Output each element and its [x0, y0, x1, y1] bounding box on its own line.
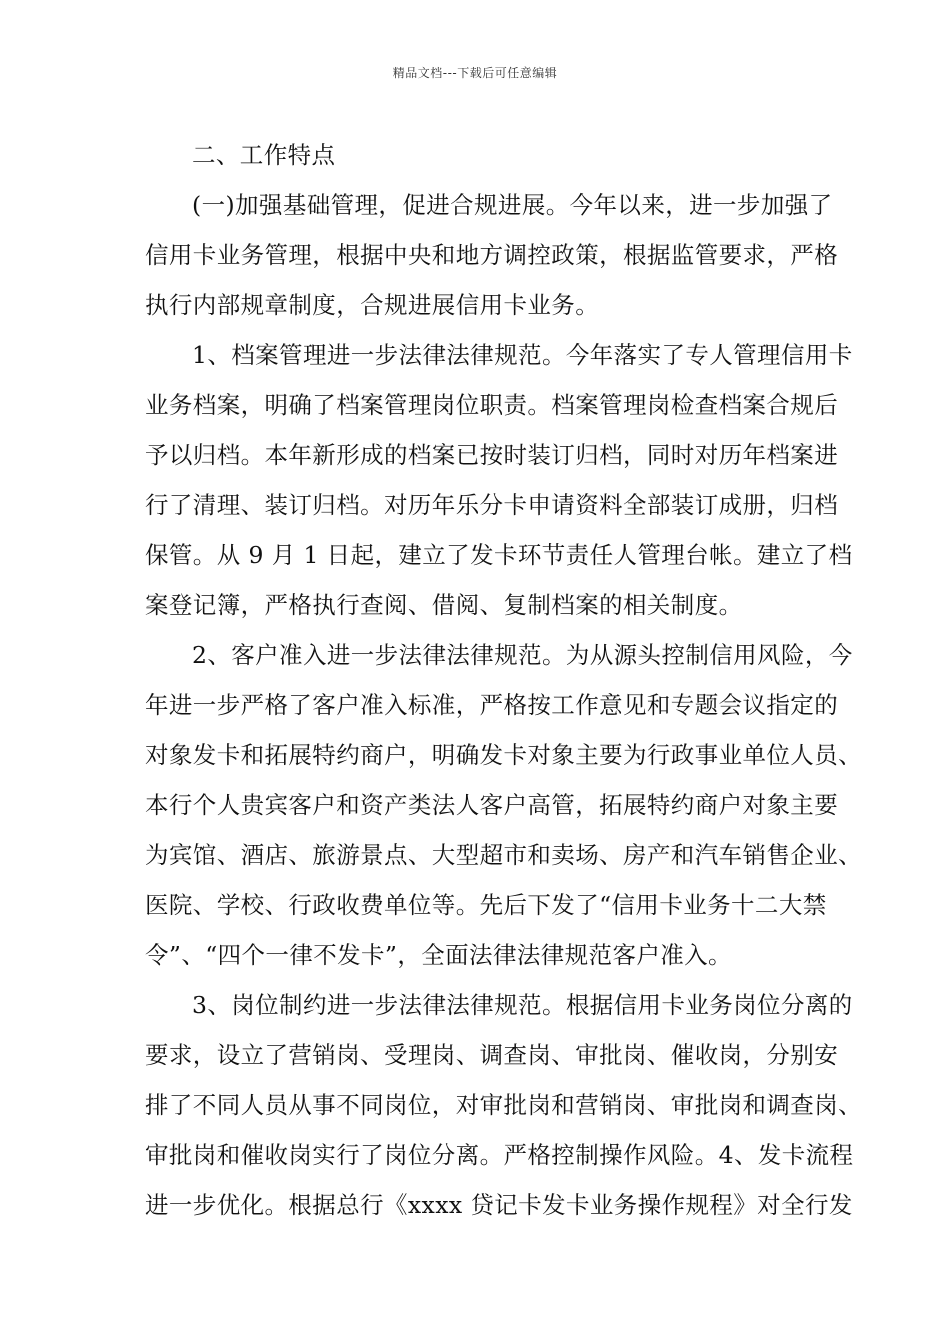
- paragraph-line: 要求，设立了营销岗、受理岗、调查岗、审批岗、催收岗，分别安: [145, 1041, 839, 1069]
- paragraph-line: 排了不同人员从事不同岗位，对审批岗和营销岗、审批岗和调查岗、: [145, 1091, 862, 1119]
- paragraph-line: 3、岗位制约进一步法律法律规范。根据信用卡业务岗位分离的: [192, 991, 853, 1019]
- paragraph-line: 保管。从 9 月 1 日起，建立了发卡环节责任人管理台帐。建立了档: [145, 541, 853, 569]
- paragraph-line: 本行个人贵宾客户和资产类法人客户高管，拓展特约商户对象主要: [145, 791, 839, 819]
- paragraph-line: 年进一步严格了客户准入标准，严格按工作意见和专题会议指定的: [145, 691, 839, 719]
- paragraph-line: 业务档案，明确了档案管理岗位职责。档案管理岗检查档案合规后: [145, 391, 839, 419]
- paragraph-line: 案登记簿，严格执行查阅、借阅、复制档案的相关制度。: [145, 591, 743, 619]
- page-header: 精品文档---下载后可任意编辑: [392, 66, 558, 80]
- document-body: [145, 130, 862, 1230]
- paragraph-line: 进一步优化。根据总行《xxxx 贷记卡发卡业务操作规程》对全行发: [145, 1191, 853, 1219]
- paragraph-line: 予以归档。本年新形成的档案已按时装订归档，同时对历年档案进: [145, 441, 839, 469]
- section-title: 二、工作特点: [192, 141, 336, 169]
- paragraph-line: (一)加强基础管理，促进合规进展。今年以来，进一步加强了: [192, 191, 833, 219]
- paragraph-line: 信用卡业务管理，根据中央和地方调控政策，根据监管要求，严格: [145, 241, 839, 269]
- paragraph-line: 令”、“四个一律不发卡”，全面法律法律规范客户准入。: [145, 941, 732, 969]
- paragraph-line: 1、档案管理进一步法律法律规范。今年落实了专人管理信用卡: [192, 341, 853, 369]
- paragraph-line: 对象发卡和拓展特约商户，明确发卡对象主要为行政事业单位人员、: [145, 741, 862, 769]
- paragraph-line: 行了清理、装订归档。对历年乐分卡申请资料全部装订成册，归档: [145, 491, 839, 519]
- paragraph-line: 为宾馆、酒店、旅游景点、大型超市和卖场、房产和汽车销售企业、: [145, 841, 862, 869]
- paragraph-line: 执行内部规章制度，合规进展信用卡业务。: [145, 291, 600, 319]
- paragraph-line: 审批岗和催收岗实行了岗位分离。严格控制操作风险。4、发卡流程: [145, 1141, 854, 1169]
- paragraph-line: 医院、学校、行政收费单位等。先后下发了“信用卡业务十二大禁: [145, 891, 827, 919]
- paragraph-line: 2、客户准入进一步法律法律规范。为从源头控制信用风险，今: [192, 641, 853, 669]
